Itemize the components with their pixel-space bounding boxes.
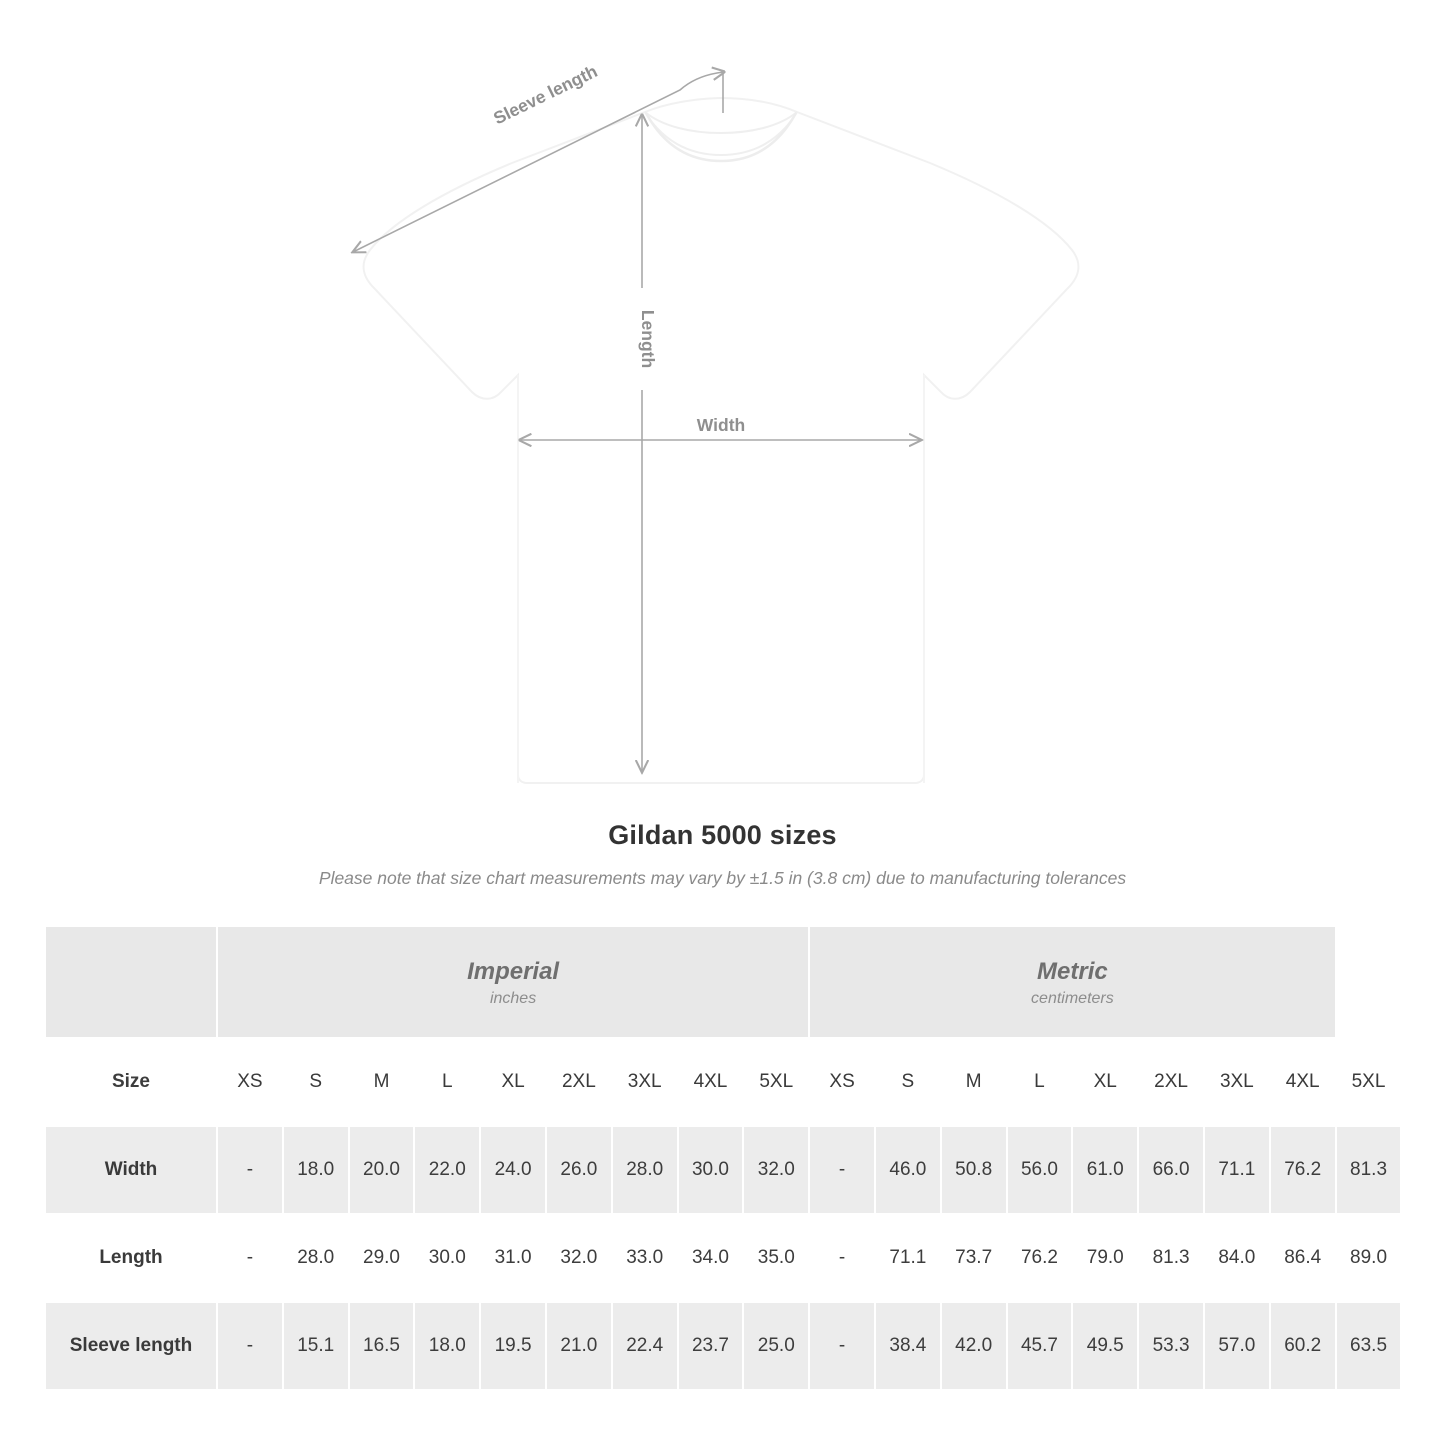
row-label-width: Width [45,1126,217,1214]
cell-length-imperial-xl: 31.0 [480,1214,546,1302]
cell-width-imperial-l: 22.0 [414,1126,480,1214]
cell-width-imperial-xs: - [217,1126,283,1214]
size-header-metric-4xl: 4XL [1270,1038,1336,1126]
row-label-sleeve-length: Sleeve length [45,1302,217,1390]
cell-sleeve-imperial-5xl: 25.0 [743,1302,809,1390]
size-header-imperial-2xl: 2XL [546,1038,612,1126]
unit-header-imperial [217,926,809,1038]
cell-width-metric-2xl: 66.0 [1138,1126,1204,1214]
cell-length-metric-m: 73.7 [941,1214,1007,1302]
length-label: Length [638,309,658,369]
row-label-length: Length [45,1214,217,1302]
size-header-metric-l: L [1007,1038,1073,1126]
unit-name-imperial: Imperial [467,957,560,985]
table-row [45,1214,1401,1302]
size-header-imperial-xs: XS [217,1038,283,1126]
table-row [45,1126,1401,1214]
table-row [45,1302,1401,1390]
size-header-imperial-4xl: 4XL [678,1038,744,1126]
unit-sub-imperial: inches [489,989,537,1007]
cell-width-imperial-2xl: 26.0 [546,1126,612,1214]
cell-length-metric-xl: 79.0 [1072,1214,1138,1302]
cell-sleeve-imperial-3xl: 22.4 [612,1302,678,1390]
cell-length-metric-5xl: 89.0 [1336,1214,1402,1302]
size-header-imperial-5xl: 5XL [743,1038,809,1126]
cell-width-imperial-3xl: 28.0 [612,1126,678,1214]
cell-width-metric-l: 56.0 [1007,1126,1073,1214]
cell-sleeve-metric-2xl: 53.3 [1138,1302,1204,1390]
cell-sleeve-imperial-xs: - [217,1302,283,1390]
cell-width-metric-xs: - [809,1126,875,1214]
cell-length-metric-xs: - [809,1214,875,1302]
cell-sleeve-imperial-l: 18.0 [414,1302,480,1390]
cell-length-imperial-xs: - [217,1214,283,1302]
size-header-row [45,1038,1401,1126]
width-label: Width [696,415,746,435]
size-header-imperial-3xl: 3XL [612,1038,678,1126]
cell-length-imperial-5xl: 35.0 [743,1214,809,1302]
cell-sleeve-metric-xl: 49.5 [1072,1302,1138,1390]
unit-header-spacer [45,926,217,1038]
size-header-metric-xs: XS [809,1038,875,1126]
cell-length-metric-4xl: 86.4 [1270,1214,1336,1302]
sleeve-length-label: Sleeve length [490,60,601,129]
size-header-imperial-xl: XL [480,1038,546,1126]
cell-width-imperial-xl: 24.0 [480,1126,546,1214]
cell-width-metric-xl: 61.0 [1072,1126,1138,1214]
cell-sleeve-metric-3xl: 57.0 [1204,1302,1270,1390]
cell-sleeve-metric-s: 38.4 [875,1302,941,1390]
cell-width-metric-3xl: 71.1 [1204,1126,1270,1214]
cell-width-metric-s: 46.0 [875,1126,941,1214]
size-header-label: Size [45,1038,217,1126]
cell-width-imperial-s: 18.0 [283,1126,349,1214]
cell-sleeve-imperial-4xl: 23.7 [678,1302,744,1390]
size-header-metric-s: S [875,1038,941,1126]
page-title: Gildan 5000 sizes [608,820,837,850]
cell-sleeve-imperial-2xl: 21.0 [546,1302,612,1390]
size-header-metric-3xl: 3XL [1204,1038,1270,1126]
cell-sleeve-imperial-s: 15.1 [283,1302,349,1390]
cell-sleeve-imperial-xl: 19.5 [480,1302,546,1390]
size-table-wrapper [44,925,1401,1391]
cell-width-metric-m: 50.8 [941,1126,1007,1214]
unit-name-metric: Metric [1037,957,1108,985]
tolerance-note: Please note that size chart measurements may vary by ±1.5 in (3.8 cm) due to manufacturing tolerances [318,868,1127,888]
cell-width-imperial-m: 20.0 [349,1126,415,1214]
size-header-imperial-l: L [414,1038,480,1126]
cell-sleeve-metric-m: 42.0 [941,1302,1007,1390]
size-table [44,925,1402,1391]
size-header-metric-2xl: 2XL [1138,1038,1204,1126]
unit-header-row [45,926,1401,1038]
cell-width-imperial-5xl: 32.0 [743,1126,809,1214]
cell-width-metric-4xl: 76.2 [1270,1126,1336,1214]
unit-header-metric [809,926,1335,1038]
cell-length-imperial-s: 28.0 [283,1214,349,1302]
size-header-metric-m: M [941,1038,1007,1126]
cell-length-imperial-4xl: 34.0 [678,1214,744,1302]
cell-length-imperial-3xl: 33.0 [612,1214,678,1302]
cell-length-metric-2xl: 81.3 [1138,1214,1204,1302]
size-header-imperial-m: M [349,1038,415,1126]
size-header-imperial-s: S [283,1038,349,1126]
size-header-metric-xl: XL [1072,1038,1138,1126]
cell-length-metric-l: 76.2 [1007,1214,1073,1302]
cell-sleeve-metric-xs: - [809,1302,875,1390]
cell-width-imperial-4xl: 30.0 [678,1126,744,1214]
cell-length-imperial-m: 29.0 [349,1214,415,1302]
cell-length-imperial-2xl: 32.0 [546,1214,612,1302]
size-header-metric-5xl: 5XL [1336,1038,1402,1126]
cell-length-metric-s: 71.1 [875,1214,941,1302]
cell-length-imperial-l: 30.0 [414,1214,480,1302]
cell-sleeve-metric-5xl: 63.5 [1336,1302,1402,1390]
cell-sleeve-imperial-m: 16.5 [349,1302,415,1390]
cell-sleeve-metric-4xl: 60.2 [1270,1302,1336,1390]
cell-length-metric-3xl: 84.0 [1204,1214,1270,1302]
cell-sleeve-metric-l: 45.7 [1007,1302,1073,1390]
unit-sub-metric: centimeters [1031,989,1114,1007]
cell-width-metric-5xl: 81.3 [1336,1126,1402,1214]
